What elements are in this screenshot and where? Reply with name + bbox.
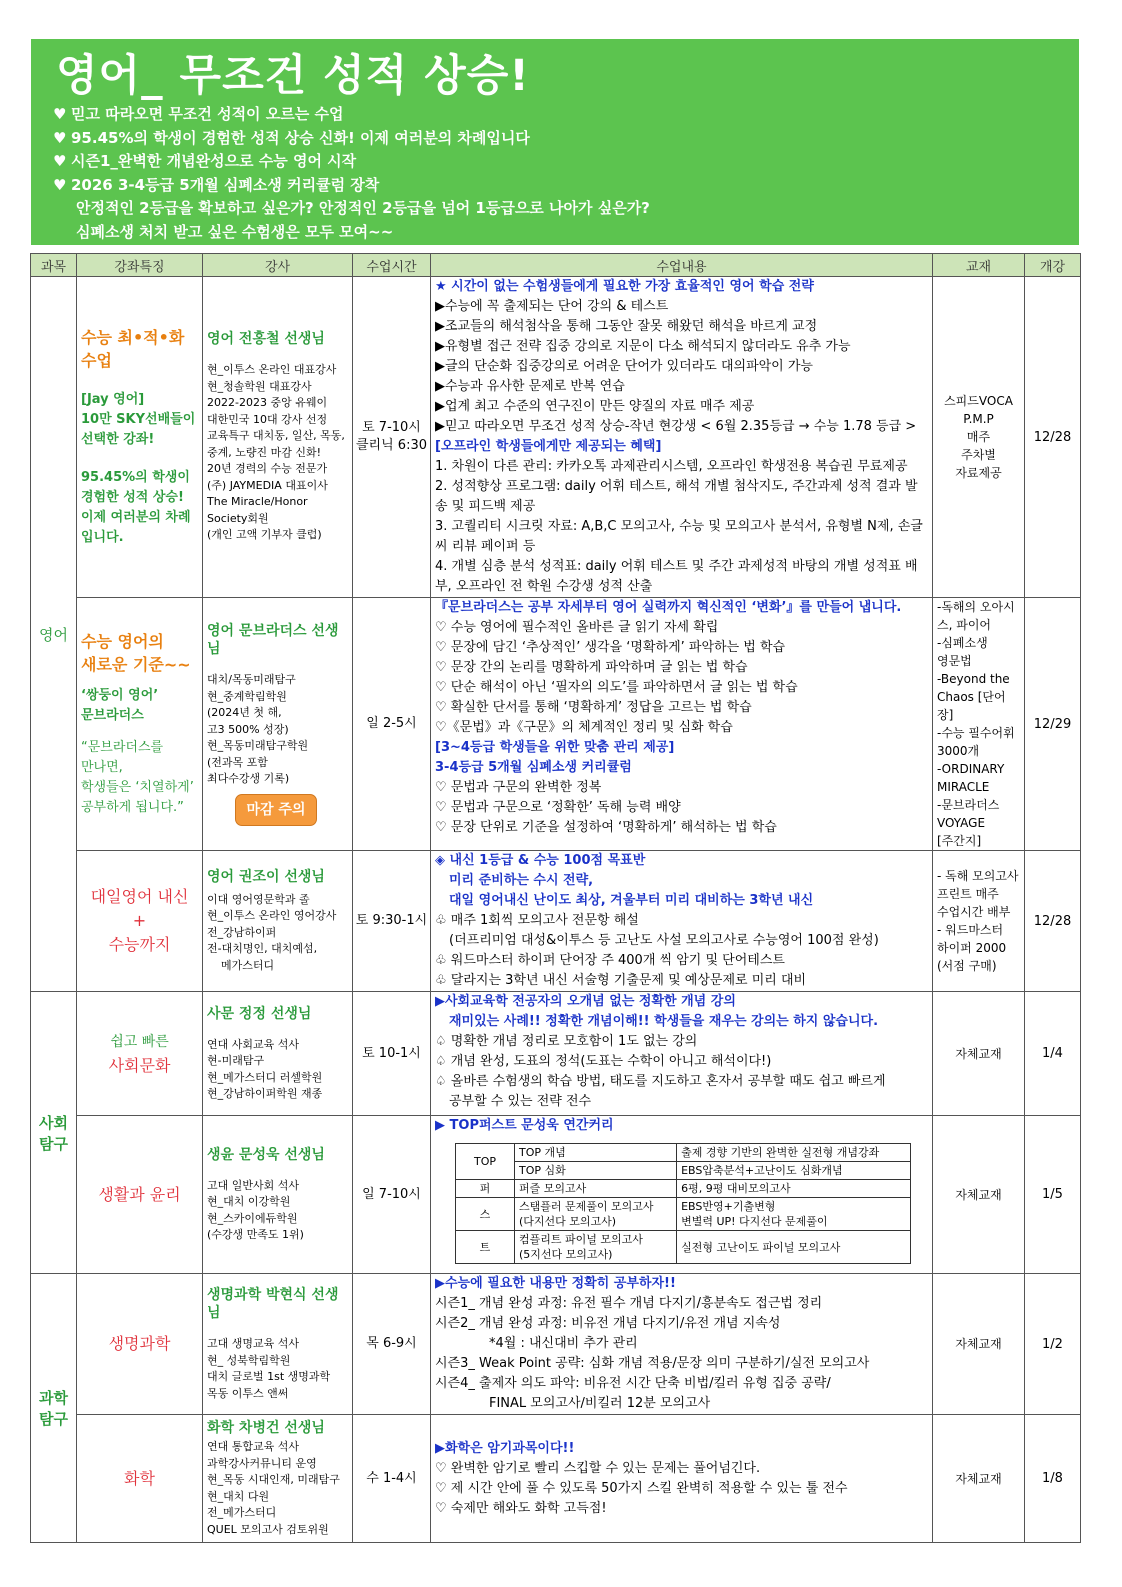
time-cell: 토 9:30-1시 [353,851,431,992]
time-cell: 토 10-1시 [353,992,431,1116]
start-date: 12/29 [1025,598,1081,851]
teacher-cell: 생윤 문성욱 선생님 고대 일반사회 석사 현_대치 이강학원 현_스카이에듀학원 (수강생 만족도 1위) [203,1116,353,1274]
start-date: 12/28 [1025,277,1081,598]
content-cell: ★ 시간이 없는 수험생들에게 필요한 가장 효율적인 영어 학습 전략 ▶수능에 꼭 출제되는 단어 강의 & 테스트 ▶조교들의 해석첨삭을 통해 그동안 잘못 해왔던 해석을 바르게 교정 ▶유형별 접근 전략 집중 강의로 지문이 다소 해석되지 않더라도 유추 가능 ▶글의 단순화 집중강의로 어려운 단어가 있더라도 대의파악이 가능 ▶수능과 유사한 문제로 반복 연습 ▶업계 최고 수준의 연구진이 만든 양질의 자료 매주 제공 ▶믿고 따라오면 무조건 성적 상승-작년 현강생 < 6월 2.35등급 → 수능 1.78 등급 > [오프라인 학생들에게만 제공되는 혜택] 1. 차원이 다른 관리: 카카오톡 과제관리시스템, 오프라인 학생전용 복습권 무료제공 2. 성적향상 프로그램: daily 어휘 테스트, 해석 개별 첨삭지도, 주간과제 성적 결과 발송 및 피드백 제공 3. 고퀄리티 시크릿 자료: A,B,C 모의고사, 수능 및 모의고사 분석서, 유형별 N제, 손글씨 리뷰 페이퍼 등 4. 개별 심층 분석 성적표: daily 어휘 테스트 및 주간 과제성적 바탕의 개별 성적표 배부, 오프라인 전 학원 수강생 성적 산출 [431,277,933,598]
teacher-name: 영어 문브라더스 선생님 [207,623,339,658]
start-date: 1/2 [1025,1274,1081,1415]
start-date: 1/4 [1025,992,1081,1116]
teacher-name: 영어 권조이 선생님 [207,868,325,885]
header-cell: 과목 [31,254,77,277]
banner-line: 안정적인 2등급을 확보하고 싶은가? 안정적인 2등급을 넘어 1등급으로 나아가 싶은가? [76,199,650,217]
start-date: 12/28 [1025,851,1081,992]
book-cell: - 독해 모의고사 프린트 매주 수업시간 배부 - 워드마스터 하이퍼 2000 (서점 구매) [933,851,1025,992]
header-banner [31,39,1079,245]
content-cell: ▶화학은 암기과목이다!! ♡ 완벽한 암기로 빨리 스킵할 수 있는 문제는 풀어넘긴다. ♡ 제 시간 안에 풀 수 있도록 50가지 스킬 완벽히 적용할 수 있는 툴 전수 ♡ 숙제만 해와도 화학 고득점! [431,1415,933,1543]
header-cell: 강사 [203,254,353,277]
table-row [31,277,1081,598]
book-cell: -독해의 오아시 스, 파이어 -심폐소생 영문법 -Beyond the Chaos [단어장] -수능 필수어휘 3000개 -ORDINARY MIRACLE -문브라더스 VOYAGE [주간지] [933,598,1025,851]
content-cell: ◈ 내신 1등급 & 수능 100점 목표반 미리 준비하는 수시 전략, 대일 영어내신 난이도 최상, 겨울부터 미리 대비하는 3학년 내신 ♧ 매주 1회씩 모의고사 전문항 해설 (더프리미엄 대성&이투스 등 고난도 사설 모의고사로 수능영어 100점 완성) ♧ 워드마스터 하이퍼 단어장 주 400개 씩 암기 및 단어테스트 ♧ 달라지는 3학년 내신 서술형 기출문제 및 예상문제로 미리 대비 [431,851,933,992]
feature-cell: 화학 [77,1415,203,1543]
banner-line: ♥ 2026 3-4등급 5개월 심폐소생 커리큘럼 장착 [53,174,650,198]
table-row [31,598,1081,851]
header-cell: 수업내용 [431,254,933,277]
table-row [31,992,1081,1116]
subject-cell: 과학 탐구 [31,1274,77,1543]
header-cell: 교재 [933,254,1025,277]
feature-cell: 수능 영어의 새로운 기준~~ ‘쌍둥이 영어’ 문브라더스 “문브라더스를 만나면, 학생들은 ‘치열하게’ 공부하게 됩니다.” [77,598,203,851]
feature-cell: 수능 최•적•화 수업 [Jay 영어] 10만 SKY선배들이 선택한 강좌! 95.45%의 학생이 경험한 성적 상승! 이제 여러분의 차례 입니다. [77,277,203,598]
heart-icon: ♥ [53,105,67,123]
table-row [31,851,1081,992]
start-date: 1/5 [1025,1116,1081,1274]
banner-lines [53,103,650,244]
banner-line: ♥ 95.45%의 학생이 경험한 성적 상승 신화! 이제 여러분의 차례입니다 [53,127,650,151]
banner-line: 심폐소생 처치 받고 싶은 수험생은 모두 모여~~ [76,222,394,241]
content-cell: ▶사회교육학 전공자의 오개념 없는 정확한 개념 강의 재미있는 사례!! 정확한 개념이해!! 학생들을 재우는 강의는 하지 않습니다. ♤ 명확한 개념 정리로 모호함이 1도 없는 강의 ♤ 개념 완성, 도표의 정석(도표는 수학이 아니고 해석이다!) ♤ 올바른 수험생의 학습 방법, 태도를 지도하고 혼자서 공부할 때도 쉽고 빠르게 공부할 수 있는 전략 전수 [431,992,933,1116]
heart-icon: ♥ [53,152,67,170]
teacher-name: 영어 전홍철 선생님 [207,331,325,348]
course-table [30,253,1081,1543]
feature-cell: 쉽고 빠른 사회문화 [77,992,203,1116]
deadline-warning-badge: 마감 주의 [235,794,317,826]
table-row [31,1274,1081,1415]
heart-icon: ♥ [53,175,67,194]
subject-cell: 영어 [31,277,77,992]
feature-cell: 대일영어 내신 + 수능까지 [77,851,203,992]
curriculum-table: TOP TOP 개념 출제 경향 기반의 완벽한 실전형 개념강좌 TOP 심화 EBS압축분석+고난이도 심화개념 퍼 퍼즐 모의고사 6평, 9평 대비모의고사 스 스탬플러 문제풀이 모의고사 (다지선다 모의고사) EBS반영+기출변형 변별력 UP! 다지선다 문제풀이 트 컴플리트 파이널 모의고사 (5지선다 모의고사) 실전형 고난이도 파이널 모의고사 [455,1143,911,1264]
time-cell: 일 2-5시 [353,598,431,851]
content-cell: ▶수능에 필요한 내용만 정확히 공부하자!! 시즌1_ 개념 완성 과정: 유전 필수 개념 다지기/흥분속도 접근법 정리 시즌2_ 개념 완성 과정: 비유전 개념 다지기/유전 개념 지속성 *4월 : 내신대비 추가 관리 시즌3_ Weak Point 공략: 심화 개념 적용/문장 의미 구분하기/실전 모의고사 시즌4_ 출제자 의도 파악: 비유전 시간 단축 비법/킬러 유형 집중 공략/ FINAL 모의고사/비킬러 12분 모의고사 [431,1274,933,1415]
feature-cell: 생명과학 [77,1274,203,1415]
time-cell: 일 7-10시 [353,1116,431,1274]
teacher-cell: 영어 권조이 선생님 이대 영어영문학과 졸 현_이투스 온라인 영어강사 전_강남하이퍼 전-대치명인, 대치예섬, 메가스터디 [203,851,353,992]
header-cell: 개강 [1025,254,1081,277]
table-row [31,1415,1081,1543]
banner-title: 영어_ 무조건 성적 상승! [56,51,530,101]
banner-line: ♥ 시즌1_완벽한 개념완성으로 수능 영어 시작 [53,150,650,174]
book-cell: 자체교재 [933,1415,1025,1543]
subject-cell: 사회 탐구 [31,992,77,1274]
table-row [31,1116,1081,1274]
teacher-cell: 영어 문브라더스 선생님 대치/목동미래탐구 현_중계학림학원 (2024년 첫 해, 고3 500% 성장) 현_목동미래탐구학원 (전과목 포함 최다수강생 기록) 마감 주의 [203,598,353,851]
teacher-cell: 생명과학 박현식 선생님 고대 생명교육 석사 현_ 성북학림학원 대치 글로벌 1st 생명과학 목동 이투스 앤써 [203,1274,353,1415]
teacher-cell: 영어 전홍철 선생님 현_이투스 온라인 대표강사 현_청솔학원 대표강사 2022-2023 중앙 유웨이 대한민국 10대 강사 선정 교육특구 대치동, 일산, 목동, 중계, 노량진 마감 신화! 20년 경력의 수능 전문가 (주) JAYMEDIA 대표이사 The Miracle/Honor Society회원 (개인 고액 기부자 클럽) [203,277,353,598]
time-cell: 목 6-9시 [353,1274,431,1415]
book-cell: 자체교재 [933,1116,1025,1274]
teacher-name: 생명과학 박현식 선생님 [207,1287,339,1321]
heart-icon: ♥ [53,128,67,147]
teacher-cell: 화학 차병건 선생님 연대 통합교육 석사 과학강사커뮤니티 운영 현_목동 시대인재, 미래탐구 현_대치 다원 전_메가스터디 QUEL 모의고사 검토위원 [203,1415,353,1543]
teacher-name: 화학 차병건 선생님 [207,1420,325,1436]
start-date: 1/8 [1025,1415,1081,1543]
teacher-cell: 사문 정정 선생님 연대 사회교육 석사 현-미래탐구 현_메가스터디 러셀학원 현_강남하이퍼학원 재종 [203,992,353,1116]
time-cell: 수 1-4시 [353,1415,431,1543]
time-cell: 토 7-10시 클리닉 6:30 [353,277,431,598]
content-cell: 『문브라더스는 공부 자세부터 영어 실력까지 혁신적인 ‘변화’』를 만들어 냅니다. ♡ 수능 영어에 필수적인 올바른 글 읽기 자세 확립 ♡ 문장에 담긴 ‘추상적인’ 생각을 ‘명확하게’ 파악하는 법 학습 ♡ 문장 간의 논리를 명확하게 파악하며 글 읽는 법 학습 ♡ 단순 해석이 아닌 ‘필자의 의도’를 파악하면서 글 읽는 법 학습 ♡ 확실한 단서를 통해 ‘명확하게’ 정답을 고르는 법 학습 ♡《문법》과《구문》의 체계적인 정리 및 심화 학습 [3~4등급 학생들을 위한 맞춤 관리 제공] 3-4등급 5개월 심폐소생 커리큘럼 ♡ 문법과 구문의 완벽한 정복 ♡ 문법과 구문으로 ‘정확한’ 독해 능력 배양 ♡ 문장 단위로 기준을 설정하여 ‘명확하게’ 해석하는 법 학습 [431,598,933,851]
teacher-name: 사문 정정 선생님 [207,1005,312,1022]
book-cell: 스피드VOCA P.M.P 매주 주차별 자료제공 [933,277,1025,598]
content-cell: ▶ TOP퍼스트 문성욱 연간커리 TOP TOP 개념 출제 경향 기반의 완벽한 실전형 개념강좌 TOP 심화 EBS압축분석+고난이도 심화개념 퍼 퍼즐 모의고사 6평, 9평 대비모의고사 스 스탬플러 문제풀이 모의고사 (다지선다 모의고사) EBS반영+기출변형 변별력 UP! 다지선다 문제풀이 트 컴플리트 파이널 모의고사 (5지선다 모의고사) 실전형 고난이도 파이널 모의고사 [431,1116,933,1274]
book-cell: 자체교재 [933,1274,1025,1415]
table-header [31,254,1081,277]
teacher-name: 생윤 문성욱 선생님 [207,1146,325,1163]
header-cell: 강좌특징 [77,254,203,277]
book-cell: 자체교재 [933,992,1025,1116]
header-cell: 수업시간 [353,254,431,277]
feature-cell: 생활과 윤리 [77,1116,203,1274]
banner-line: ♥ 믿고 따라오면 무조건 성적이 오르는 수업 [53,103,650,127]
